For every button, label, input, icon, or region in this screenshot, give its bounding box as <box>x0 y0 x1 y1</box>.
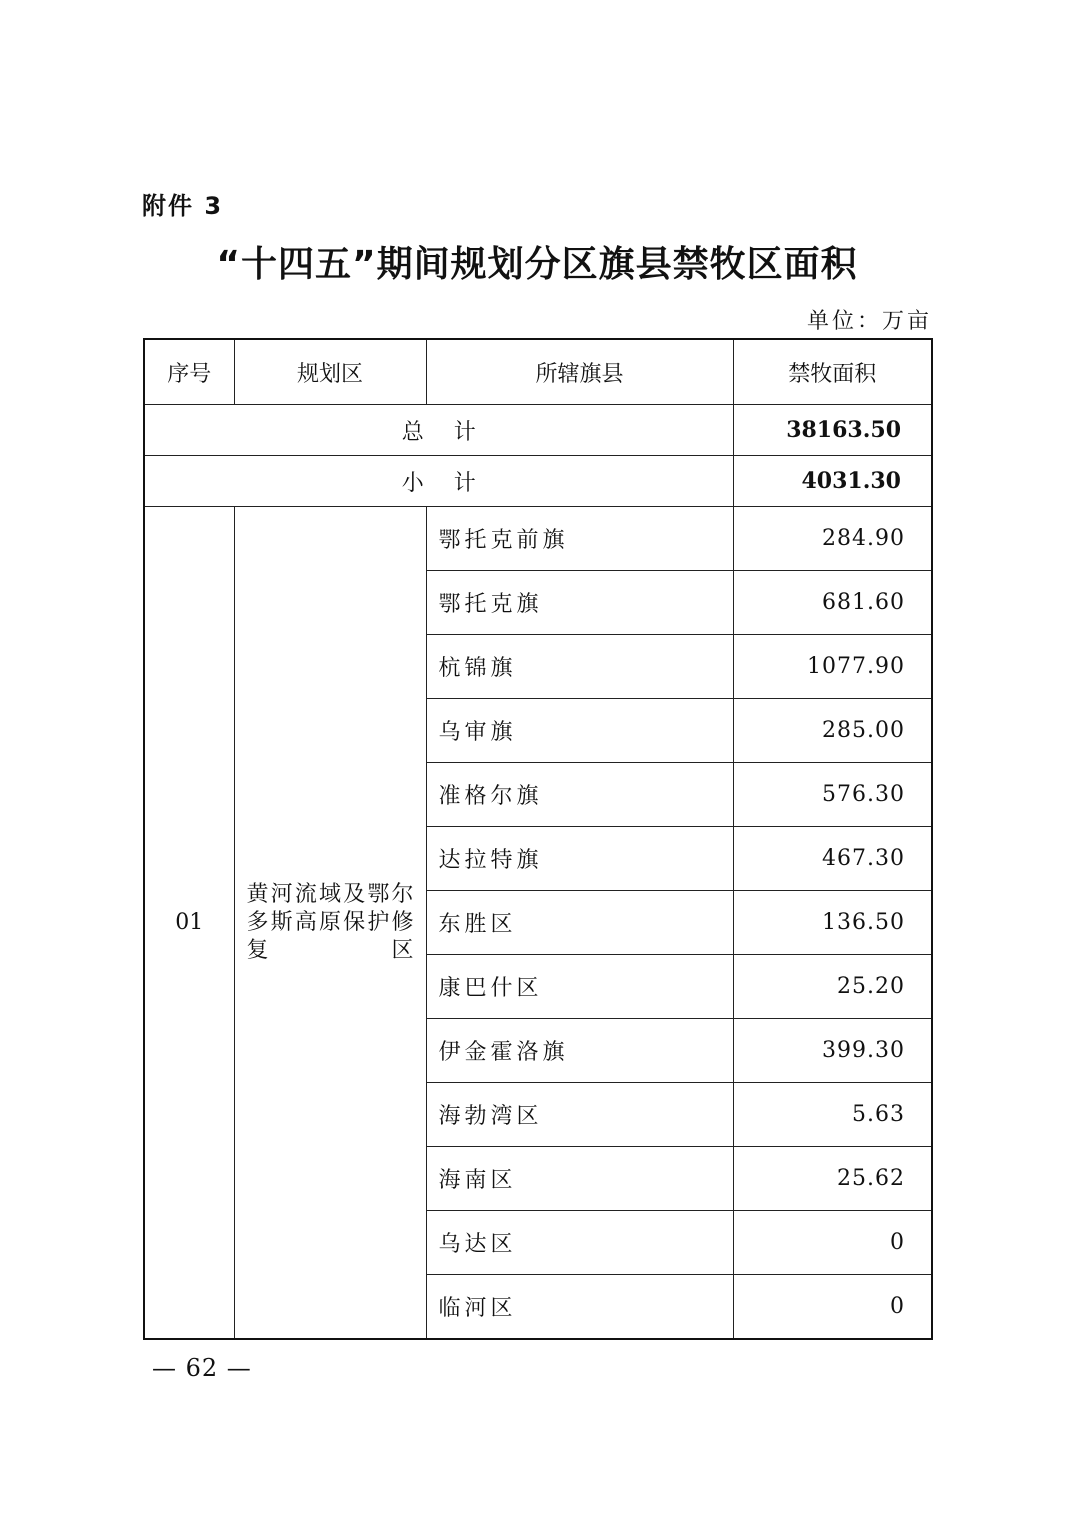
group-index: 01 <box>144 507 234 1340</box>
county-name: 临河区 <box>426 1275 733 1340</box>
county-area: 576.30 <box>733 763 932 827</box>
attachment-label: 附件 3 <box>142 192 224 220</box>
county-area: 25.62 <box>733 1147 932 1211</box>
header-area: 禁牧面积 <box>733 339 932 405</box>
total-label: 总计 <box>144 405 733 456</box>
county-area: 25.20 <box>733 955 932 1019</box>
subtotal-value: 4031.30 <box>733 456 932 507</box>
county-name: 鄂托克前旗 <box>426 507 733 571</box>
county-area: 285.00 <box>733 699 932 763</box>
county-name: 杭锦旗 <box>426 635 733 699</box>
county-area: 0 <box>733 1275 932 1340</box>
unit-label: 单位：万亩 <box>806 309 932 334</box>
header-index: 序号 <box>144 339 234 405</box>
group-zone: 黄河流域及鄂尔多斯高原保护修复区 <box>234 507 426 1340</box>
county-name: 准格尔旗 <box>426 763 733 827</box>
county-name: 海南区 <box>426 1147 733 1211</box>
county-area: 1077.90 <box>733 635 932 699</box>
header-county: 所辖旗县 <box>426 339 733 405</box>
county-name: 伊金霍洛旗 <box>426 1019 733 1083</box>
total-value: 38163.50 <box>733 405 932 456</box>
county-area: 681.60 <box>733 571 932 635</box>
county-area: 0 <box>733 1211 932 1275</box>
subtotal-label: 小计 <box>144 456 733 507</box>
document-title: “十四五”期间规划分区旗县禁牧区面积 <box>216 244 858 285</box>
subtotal-row <box>144 456 932 507</box>
header-zone: 规划区 <box>234 339 426 405</box>
county-name: 乌达区 <box>426 1211 733 1275</box>
table-row <box>144 507 932 571</box>
county-name: 海勃湾区 <box>426 1083 733 1147</box>
table-header-row <box>144 339 932 405</box>
county-area: 284.90 <box>733 507 932 571</box>
county-area: 136.50 <box>733 891 932 955</box>
county-area: 399.30 <box>733 1019 932 1083</box>
grazing-ban-table <box>143 338 933 1340</box>
county-area: 5.63 <box>733 1083 932 1147</box>
county-name: 达拉特旗 <box>426 827 733 891</box>
county-name: 康巴什区 <box>426 955 733 1019</box>
page-number: — 62 — <box>152 1354 252 1382</box>
county-name: 鄂托克旗 <box>426 571 733 635</box>
total-row <box>144 405 932 456</box>
county-name: 东胜区 <box>426 891 733 955</box>
county-area: 467.30 <box>733 827 932 891</box>
county-name: 乌审旗 <box>426 699 733 763</box>
